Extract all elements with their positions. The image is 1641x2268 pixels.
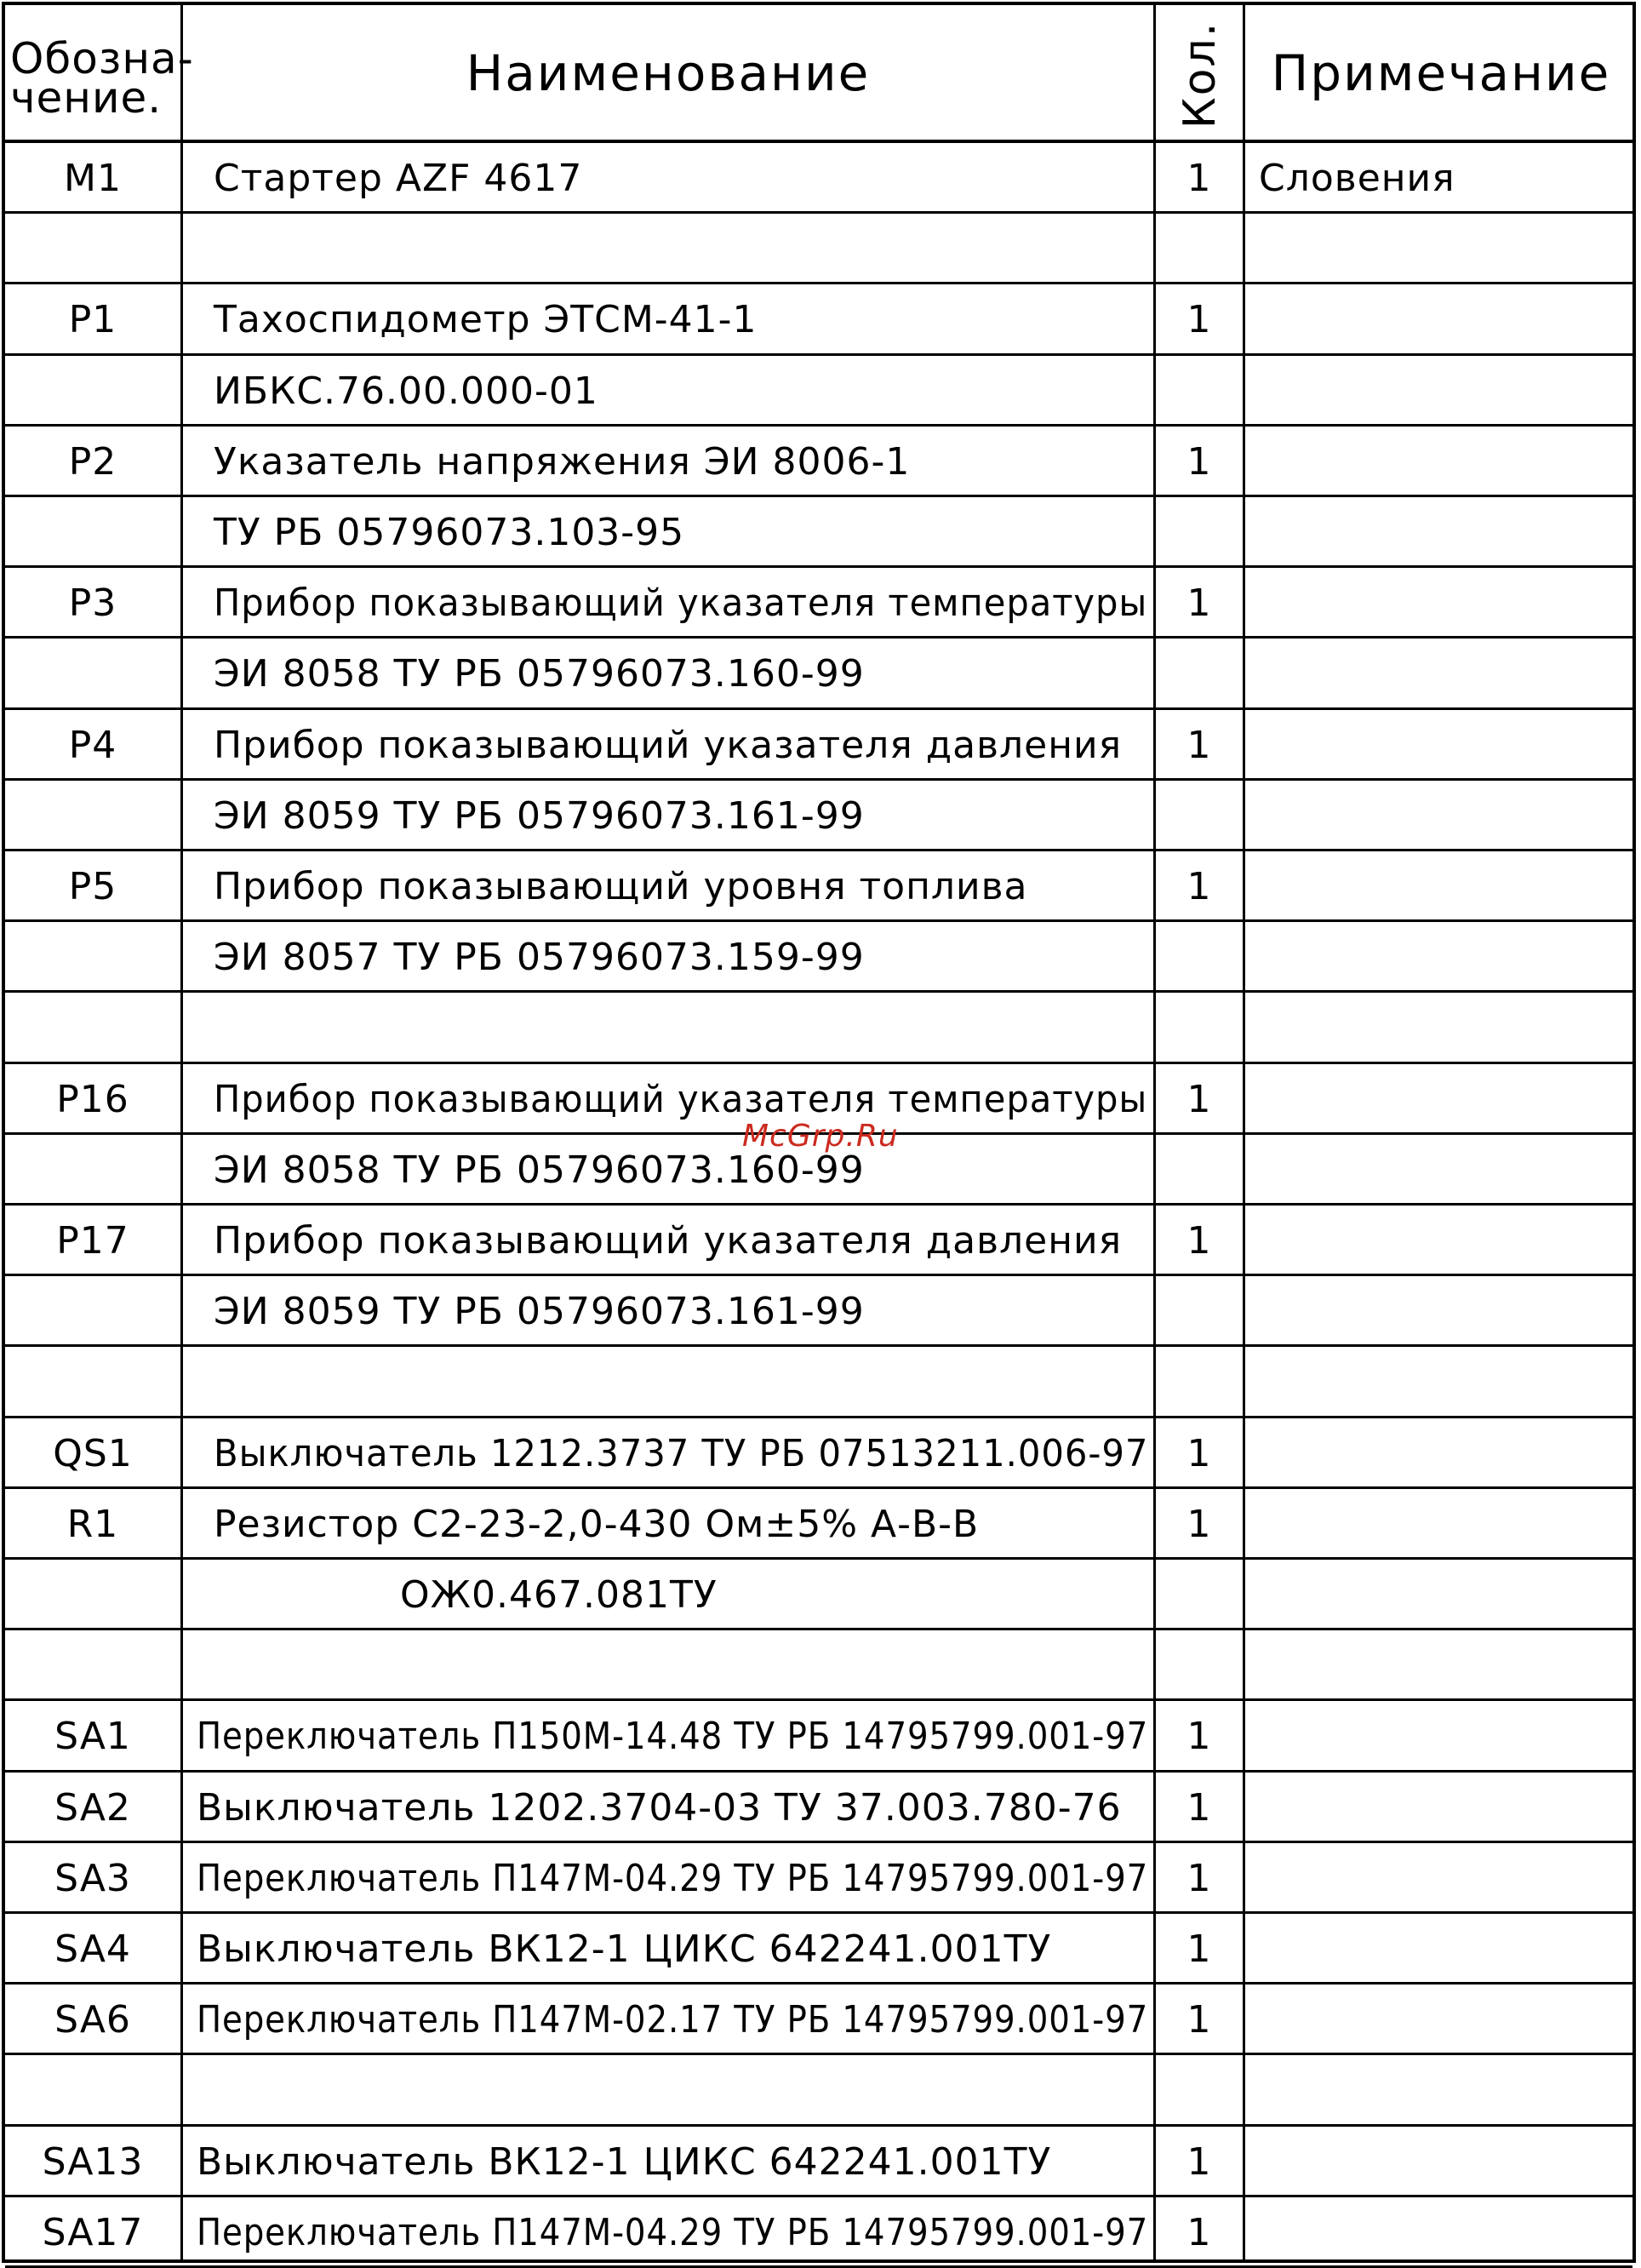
row-name: Резистор С2-23-2,0-430 Ом±5% А-В-В: [214, 1502, 980, 1546]
row-note: [1245, 1843, 1637, 1914]
row-name: Выключатель ВК12-1 ЦИКС 642241.001ТУ: [197, 2139, 1052, 2184]
row-name: Прибор показывающий указателя давления: [214, 723, 1123, 767]
row-qty: [1156, 993, 1243, 1063]
row-note: [1245, 497, 1637, 568]
row-qty: 1: [1186, 298, 1212, 342]
row-designation: P4: [68, 723, 117, 767]
row-note: [1245, 781, 1637, 851]
row-note: [1245, 1560, 1637, 1630]
row-designation: R1: [66, 1502, 119, 1546]
row-qty: [1156, 214, 1243, 284]
row-note: [1245, 922, 1637, 993]
row-qty: 1: [1186, 1502, 1212, 1546]
row-name: ЭИ 8058 ТУ РБ 05796073.160-99: [214, 652, 865, 696]
row-designation: [5, 2055, 180, 2126]
row-designation: P5: [68, 865, 117, 909]
row-name: Переключатель П147М-02.17 ТУ РБ 14795799.001-97: [197, 1998, 1149, 2042]
row-designation: SA3: [54, 1856, 131, 1900]
row-designation: M1: [64, 157, 122, 201]
specification-table: [2, 2, 1636, 2263]
row-designation: P2: [68, 439, 117, 484]
row-qty: [1156, 356, 1243, 427]
row-qty: 1: [1186, 1785, 1212, 1830]
row-name: [183, 214, 1153, 284]
row-designation: P1: [68, 298, 117, 342]
row-name: [183, 993, 1153, 1063]
row-designation: [5, 1347, 180, 1418]
row-note: [1245, 427, 1637, 497]
row-designation: [5, 1135, 180, 1206]
row-name: [183, 1630, 1153, 1701]
row-note: [1245, 1347, 1637, 1418]
row-qty: [1156, 1347, 1243, 1418]
row-designation: SA6: [54, 1998, 131, 2042]
row-name: Переключатель П147М-04.29 ТУ РБ 14795799.001-97: [197, 2210, 1149, 2254]
row-qty: 1: [1186, 2210, 1212, 2254]
row-qty: 1: [1186, 723, 1212, 767]
row-qty: [1156, 1135, 1243, 1206]
row-name: Выключатель 1202.3704-03 ТУ 37.003.780-76: [197, 1785, 1122, 1830]
row-name: Прибор показывающий уровня топлива: [214, 865, 1028, 909]
row-qty: 1: [1186, 865, 1212, 909]
row-name: Стартер AZF 4617: [214, 157, 583, 201]
row-note: [1245, 1773, 1637, 1843]
row-name: Выключатель ВК12-1 ЦИКС 642241.001ТУ: [197, 1927, 1052, 1972]
row-designation: SA1: [54, 1715, 131, 1759]
row-note: [1245, 1418, 1637, 1489]
row-note: Словения: [1259, 157, 1455, 201]
row-name: Переключатель П147М-04.29 ТУ РБ 14795799.001-97: [197, 1856, 1149, 1900]
row-designation: [5, 1276, 180, 1347]
row-qty: 1: [1186, 1856, 1212, 1900]
row-note: [1245, 1914, 1637, 1984]
row-name: Выключатель 1212.3737 ТУ РБ 07513211.006-97: [214, 1431, 1149, 1475]
row-name: [183, 2055, 1153, 2126]
row-name: Прибор показывающий указателя температуры: [214, 1077, 1148, 1121]
row-note: [1245, 568, 1637, 639]
row-note: [1245, 1984, 1637, 2055]
row-note: [1245, 2197, 1637, 2268]
row-name: ЭИ 8057 ТУ РБ 05796073.159-99: [214, 936, 865, 980]
row-note: [1245, 356, 1637, 427]
row-note: [1245, 1276, 1637, 1347]
row-qty: 1: [1186, 157, 1212, 201]
row-designation: [5, 639, 180, 709]
row-note: [1245, 2055, 1637, 2126]
row-note: [1245, 284, 1637, 355]
row-designation: P17: [56, 1219, 129, 1263]
header-qty: Кол.: [1175, 20, 1226, 129]
header-designation: [10, 34, 194, 123]
row-note: [1245, 1064, 1637, 1135]
row-qty: [1156, 922, 1243, 993]
row-qty: [1156, 1276, 1243, 1347]
row-designation: SA2: [54, 1785, 131, 1830]
row-designation: [5, 356, 180, 427]
row-designation: P16: [56, 1077, 129, 1121]
row-note: [1245, 1630, 1637, 1701]
row-qty: [1156, 497, 1243, 568]
header-name: Наименование: [466, 44, 871, 102]
row-qty: [1156, 781, 1243, 851]
row-note: [1245, 639, 1637, 709]
row-qty: [1156, 1560, 1243, 1630]
row-note: [1245, 214, 1637, 284]
row-designation: SA13: [42, 2139, 144, 2184]
row-qty: 1: [1186, 439, 1212, 484]
row-name: Указатель напряжения ЭИ 8006-1: [214, 439, 911, 484]
row-designation: SA4: [54, 1927, 131, 1972]
row-designation: [5, 214, 180, 284]
row-designation: [5, 922, 180, 993]
row-note: [1245, 1206, 1637, 1276]
row-qty: 1: [1186, 1077, 1212, 1121]
row-name: ЭИ 8058 ТУ РБ 05796073.160-99: [214, 1148, 865, 1192]
row-note: [1245, 993, 1637, 1063]
row-name: Прибор показывающий указателя давления: [214, 1219, 1123, 1263]
row-name: Переключатель П150М-14.48 ТУ РБ 14795799.001-97: [197, 1715, 1149, 1759]
row-qty: [1156, 639, 1243, 709]
watermark: McGrp.Ru: [742, 1119, 899, 1154]
row-note: [1245, 1489, 1637, 1560]
header-designation-line1: Обозна-: [10, 34, 194, 83]
row-qty: 1: [1186, 2139, 1212, 2184]
header-note: Примечание: [1271, 44, 1611, 102]
row-name: Прибор показывающий указателя температуры: [214, 581, 1148, 626]
row-designation: [5, 1630, 180, 1701]
row-designation: SA17: [42, 2210, 144, 2254]
row-name: ИБКС.76.00.000-01: [214, 369, 598, 413]
row-designation: [5, 781, 180, 851]
row-qty: 1: [1186, 1219, 1212, 1263]
row-designation: P3: [68, 581, 117, 626]
row-note: [1245, 2127, 1637, 2197]
row-qty: 1: [1186, 581, 1212, 626]
row-name: Тахоспидометр ЭТСМ-41-1: [214, 298, 758, 342]
row-qty: 1: [1186, 1715, 1212, 1759]
row-designation: [5, 1560, 180, 1630]
row-qty: 1: [1186, 1431, 1212, 1475]
row-note: [1245, 710, 1637, 781]
row-name: [183, 1347, 1153, 1418]
row-name: ЭИ 8059 ТУ РБ 05796073.161-99: [214, 1290, 865, 1334]
header-designation-line2: чение.: [10, 73, 163, 123]
row-qty: [1156, 2055, 1243, 2126]
row-qty: 1: [1186, 1998, 1212, 2042]
row-qty: 1: [1186, 1927, 1212, 1972]
row-name: ОЖ0.467.081ТУ: [400, 1573, 718, 1618]
row-designation: [5, 497, 180, 568]
row-designation: [5, 993, 180, 1063]
row-designation: QS1: [53, 1431, 133, 1475]
row-note: [1245, 851, 1637, 922]
row-name: ТУ РБ 05796073.103-95: [214, 511, 685, 555]
row-qty: [1156, 1630, 1243, 1701]
row-name: ЭИ 8059 ТУ РБ 05796073.161-99: [214, 793, 865, 838]
row-note: [1245, 1701, 1637, 1772]
row-note: [1245, 1135, 1637, 1206]
